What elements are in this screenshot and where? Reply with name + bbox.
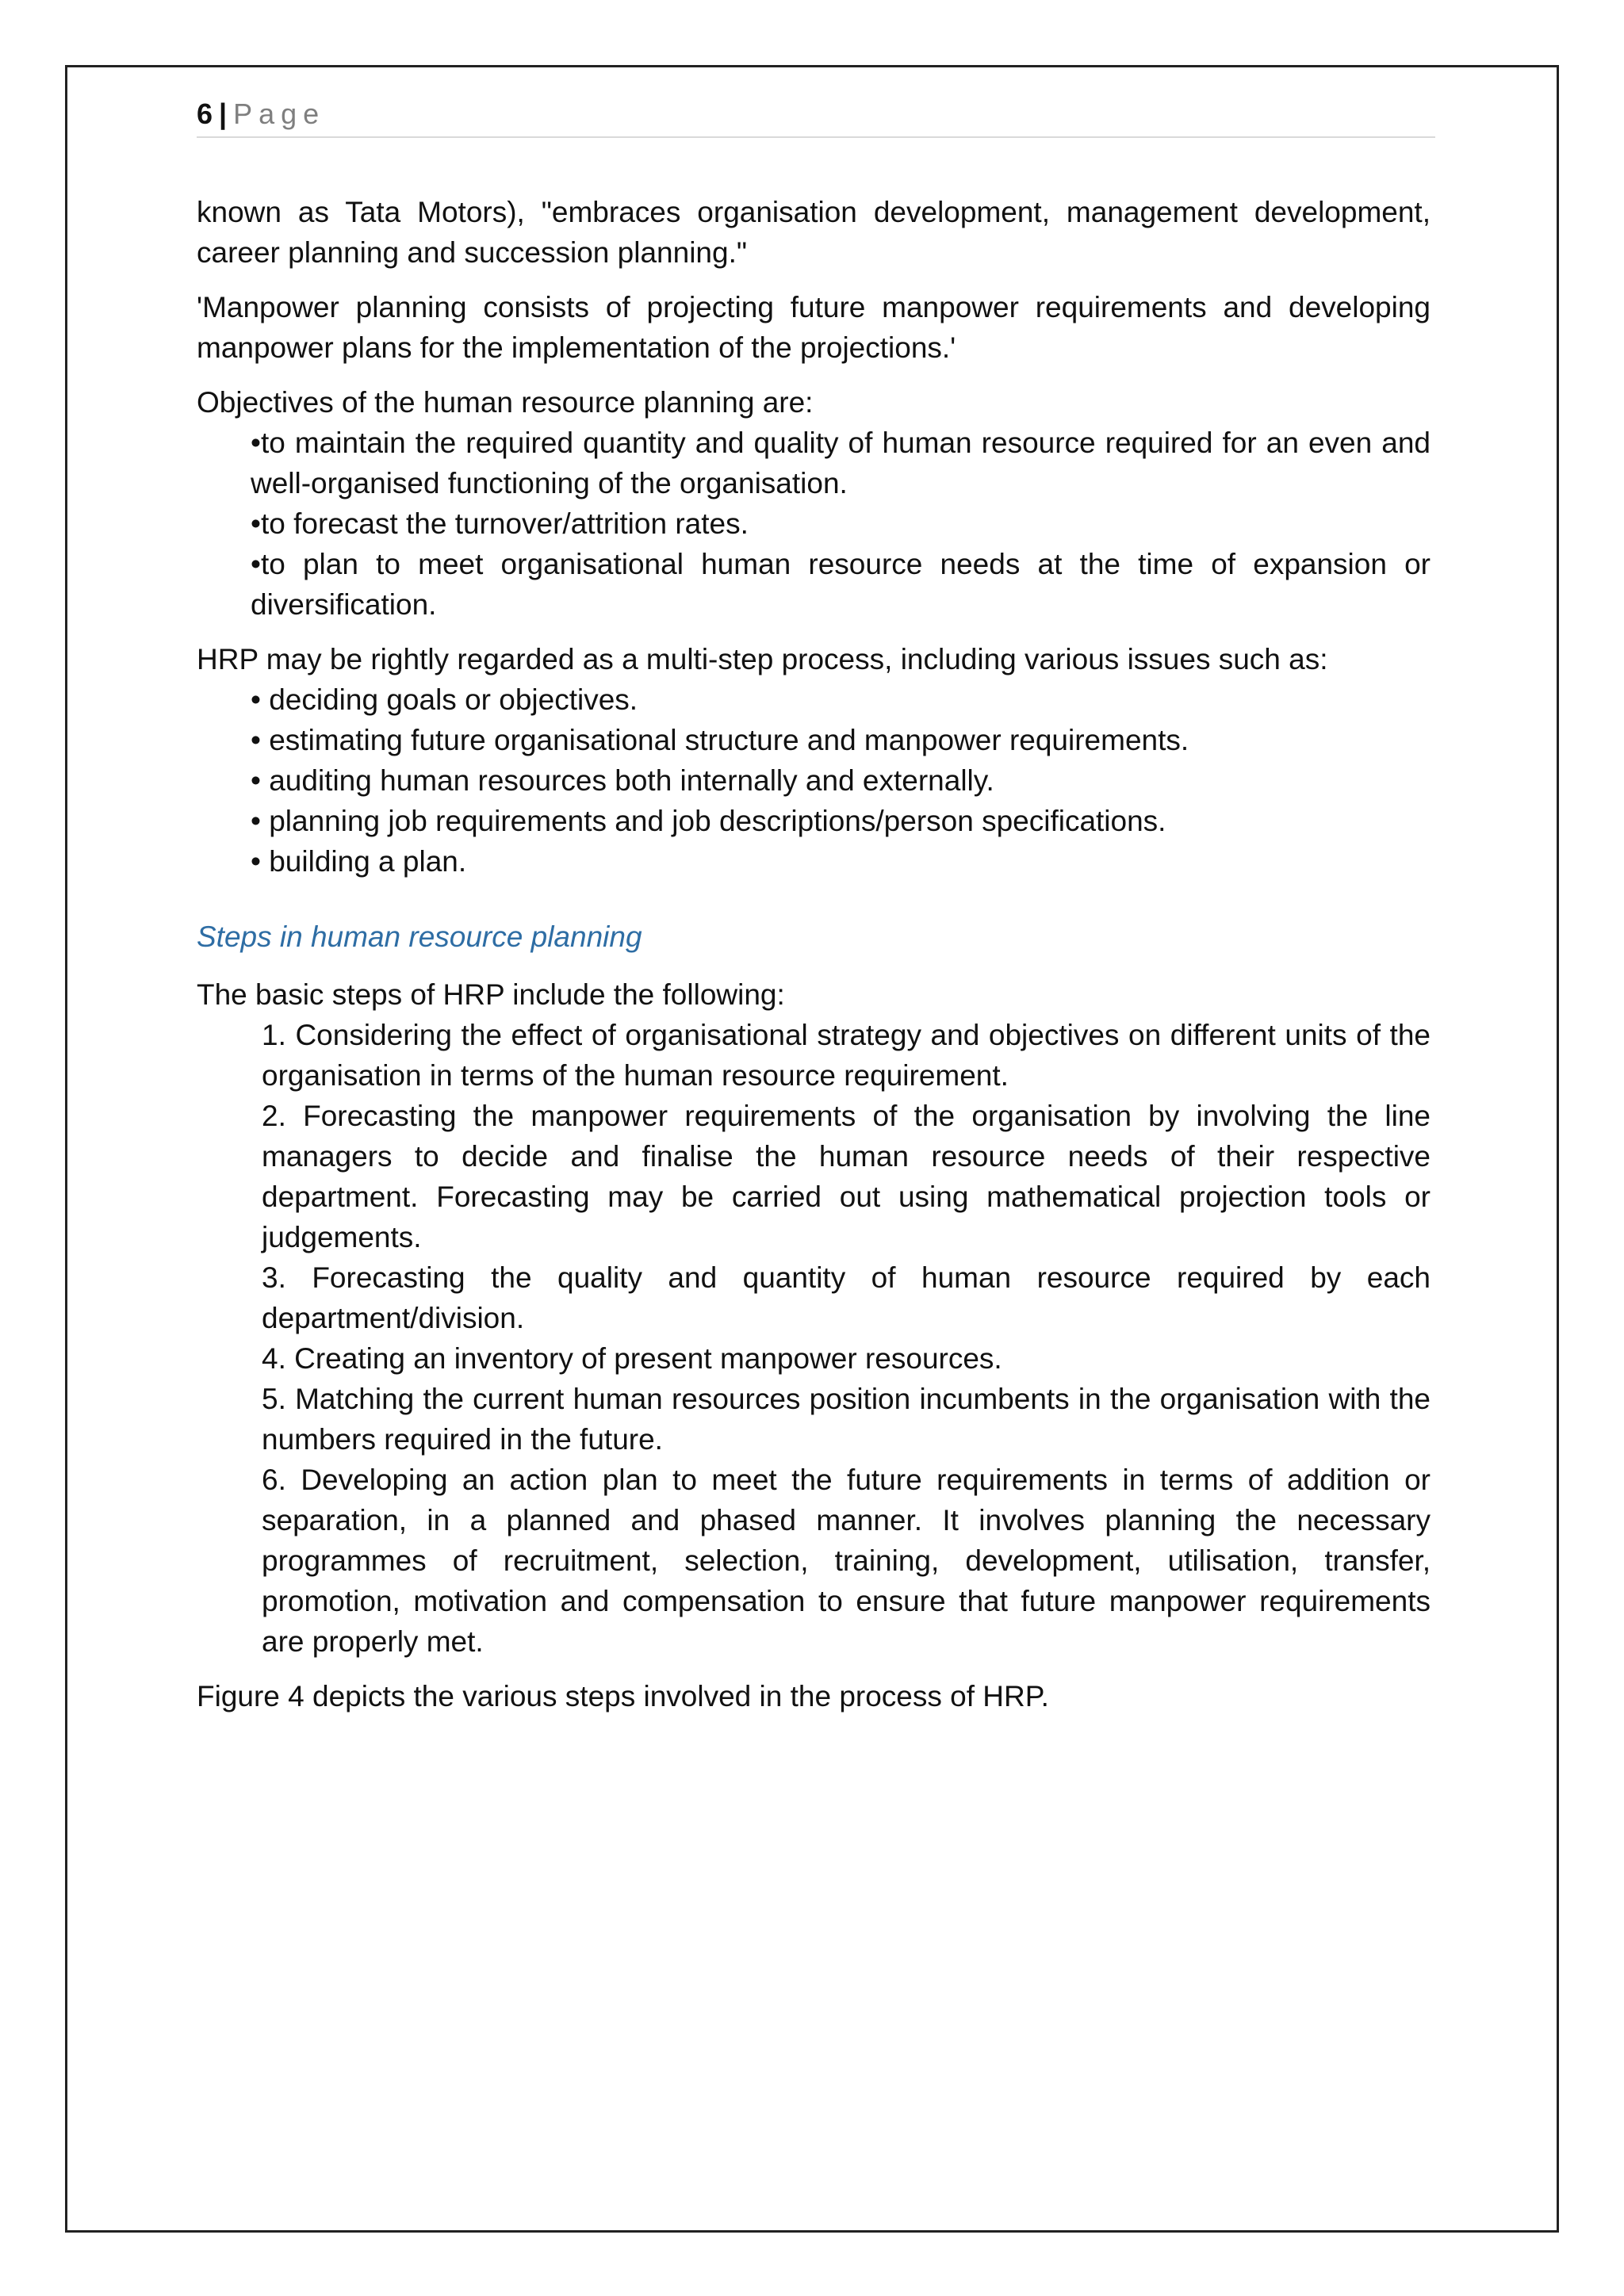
list-item: 1. Considering the effect of organisational strategy and objectives on different units of the organisation in terms of the human resource requirement. — [262, 1019, 1431, 1092]
list-item: 4. Creating an inventory of present manpower resources. — [262, 1342, 1002, 1375]
process-lead: HRP may be rightly regarded as a multi-step process, including various issues such as: — [197, 643, 1328, 675]
steps-list — [197, 1015, 1431, 1662]
section-heading-steps: Steps in human resource planning — [197, 920, 642, 953]
closing-paragraph: Figure 4 depicts the various steps involved in the process of HRP. — [197, 1680, 1049, 1712]
list-item: • auditing human resources both internally and externally. — [251, 764, 994, 797]
list-item: 2. Forecasting the manpower requirements of the organisation by involving the line managers to decide and finalise the human resource needs of their respective department. Forecasting may be carried out using mathematical projection tools or judgements. — [262, 1100, 1431, 1253]
intro-quote: 'Manpower planning consists of projecting future manpower requirements and developing manpower plans for the implementation of the projections.' — [197, 291, 1431, 364]
list-item: • building a plan. — [251, 845, 467, 878]
list-item: 5. Matching the current human resources position incumbents in the organisation with the numbers required in the future. — [262, 1383, 1431, 1456]
page-word: Page — [233, 98, 326, 130]
list-item: • deciding goals or objectives. — [251, 683, 638, 716]
list-item: •to forecast the turnover/attrition rates. — [251, 507, 749, 540]
objectives-lead: Objectives of the human resource planning are: — [197, 386, 814, 419]
list-item: • estimating future organisational structure and manpower requirements. — [251, 724, 1189, 756]
list-item: 3. Forecasting the quality and quantity of human resource required by each department/division. — [262, 1261, 1431, 1334]
process-issues-list — [197, 679, 1431, 882]
intro-continuation: known as Tata Motors), "embraces organisation development, management development, career planning and succession planning." — [197, 196, 1431, 269]
page-content — [197, 94, 1431, 1731]
page-header — [197, 94, 1435, 138]
objectives-list — [197, 423, 1431, 625]
page-number: 6 — [197, 98, 213, 130]
steps-lead: The basic steps of HRP include the following: — [197, 978, 785, 1011]
list-item: • planning job requirements and job descriptions/person specifications. — [251, 805, 1166, 837]
list-item: •to plan to meet organisational human resource needs at the time of expansion or diversification. — [251, 548, 1431, 621]
page-separator: | — [219, 98, 228, 130]
list-item: 6. Developing an action plan to meet the future requirements in terms of addition or separation, in a planned and phased manner. It involves planning the necessary programmes of recruitment, selection, training, development, utilisation, transfer, promotion, motivation and compensation to ensure that future manpower requirements are properly met. — [262, 1464, 1431, 1658]
list-item: •to maintain the required quantity and quality of human resource required for an even and well-organised functioning of the organisation. — [251, 427, 1431, 499]
